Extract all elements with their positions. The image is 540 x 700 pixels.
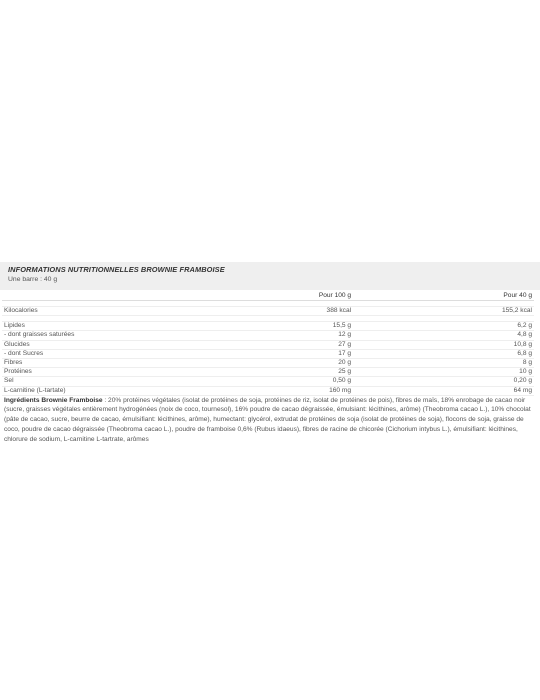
nutrient-label: Lipides xyxy=(2,322,311,331)
nutrient-per40: 10 g xyxy=(353,368,534,377)
nutrition-title: INFORMATIONS NUTRITIONNELLES BROWNIE FRAMBOISE xyxy=(8,265,225,274)
column-header xyxy=(2,290,311,301)
nutrition-table xyxy=(2,290,534,396)
nutrient-per40: 6,8 g xyxy=(353,349,534,358)
nutrient-per100: 0,50 g xyxy=(311,377,354,386)
nutrient-per100: 20 g xyxy=(311,358,354,367)
nutrient-label: Fibres xyxy=(2,358,311,367)
nutrient-label: - dont Sucres xyxy=(2,349,311,358)
nutrient-per40: 6,2 g xyxy=(353,322,534,331)
serving-size: Une barre : 40 g xyxy=(8,276,58,283)
nutrient-label: L-carnitine (L-tartate) xyxy=(2,386,311,395)
column-header-per100: Pour 100 g xyxy=(311,290,354,301)
table-row xyxy=(2,386,534,395)
nutrient-per100: 12 g xyxy=(311,331,354,340)
table-row xyxy=(2,349,534,358)
ingredients-paragraph xyxy=(4,396,534,445)
nutrient-label: Protéines xyxy=(2,368,311,377)
nutrient-per100: 15,5 g xyxy=(311,322,354,331)
table-row xyxy=(2,331,534,340)
nutrient-label: Glucides xyxy=(2,340,311,349)
nutrient-per40: 64 mg xyxy=(353,386,534,395)
table-row xyxy=(2,340,534,349)
table-row xyxy=(2,322,534,331)
nutrient-label: Sel xyxy=(2,377,311,386)
nutrient-per40: 8 g xyxy=(353,358,534,367)
table-row xyxy=(2,377,534,386)
ingredients-label: Ingrédients Brownie Framboise xyxy=(4,396,103,404)
nutrient-label: - dont graisses saturées xyxy=(2,331,311,340)
table-row xyxy=(2,368,534,377)
table-row xyxy=(2,358,534,367)
nutrient-per40: 4,8 g xyxy=(353,331,534,340)
nutrient-per40: 0,20 g xyxy=(353,377,534,386)
nutrient-per40: 10,8 g xyxy=(353,340,534,349)
nutrient-per100: 160 mg xyxy=(311,386,354,395)
nutrient-per100: 17 g xyxy=(311,349,354,358)
column-header-per40: Pour 40 g xyxy=(353,290,534,301)
nutrient-per40: 155,2 kcal xyxy=(353,307,534,316)
nutrition-panel xyxy=(0,262,540,445)
table-row xyxy=(2,307,534,316)
nutrient-label: Kilocalories xyxy=(2,307,311,316)
ingredients-text: : 20% protéines végétales (isolat de protéines de soja, protéines de riz, isolat de protéines de pois), fibres de maïs, 18% enrobage de cacao noir (sucre, graisses végétales entièrement hydrogénées (noix de coco, tournesol), 16% poudre de cacao dégraissée, émulsiant: lécithines, arôme) (Theobroma cacao L.), 10% chocolat (pâte de cacao, sucre, beurre de cacao, émulsifiant: lécithines, arôme), humectant: glycérol, extrudat de protéines de soja (isolat de protéines de soja), flocons de soja, graisse de coco, poudre de cacao dégraissée (Theobroma cacao L.), poudre de framboise 0,6% (Rubus idaeus), fibres de racine de chicorée (Cichorium intybus L.), émulsifiant: lécithines, chlorure de sodium, L-carnitine L-tartrate, arômes xyxy=(4,396,531,443)
nutrient-per100: 25 g xyxy=(311,368,354,377)
nutrient-per100: 27 g xyxy=(311,340,354,349)
nutrition-header xyxy=(0,262,540,290)
nutrient-per100: 388 kcal xyxy=(311,307,354,316)
table-header-row xyxy=(2,290,534,301)
